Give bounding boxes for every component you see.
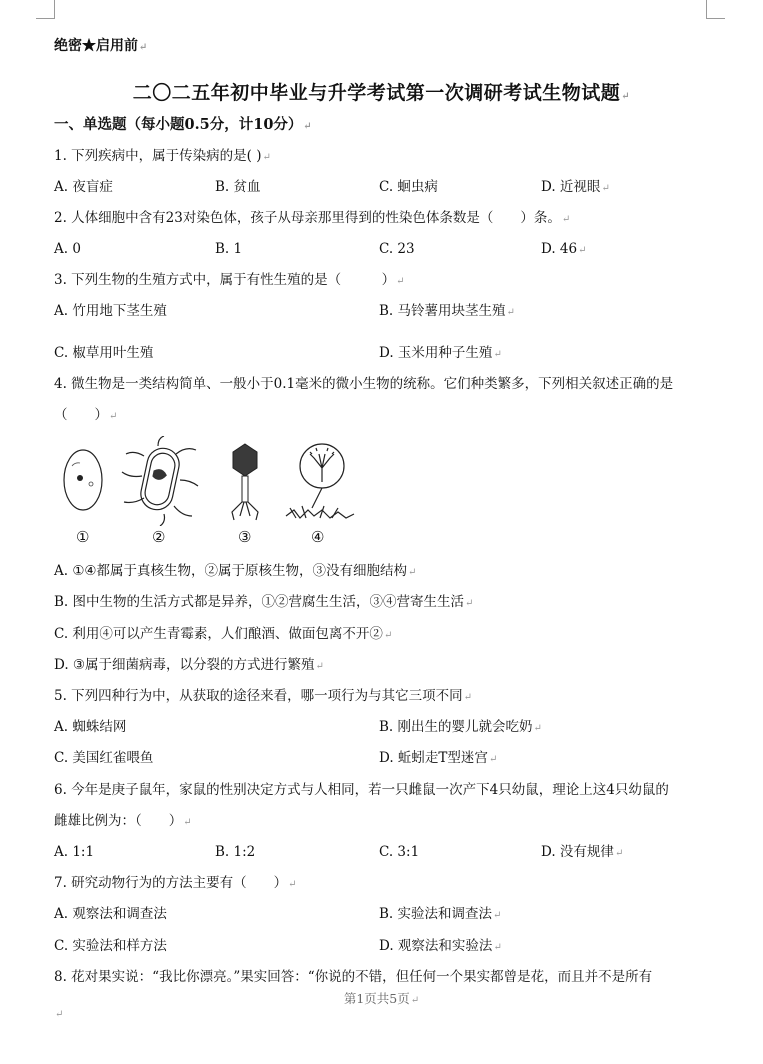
question-6-option-c[interactable]: C. 3:1	[379, 844, 420, 860]
paragraph-mark: ↵	[55, 1009, 64, 1020]
figure-label-2: ②	[152, 528, 166, 546]
question-6-option-b[interactable]: B. 1:2	[215, 844, 256, 860]
question-4-stem: 4. 微生物是一类结构简单、一般小于0.1毫米的微小生物的统称。它们种类繁多，下列相关叙述正确的是	[54, 376, 674, 392]
figure-label-1: ①	[76, 528, 90, 546]
question-5-option-a[interactable]: A. 蜘蛛结网	[54, 719, 127, 735]
question-6-stem-continued: 雌雄比例为：（ ）↵	[54, 813, 192, 829]
question-5-option-b[interactable]: B. 刚出生的婴儿就会吃奶↵	[379, 719, 542, 735]
question-5-option-d[interactable]: D. 蚯蚓走T型迷宫↵	[379, 750, 498, 766]
question-3-option-d[interactable]: D. 玉米用种子生殖↵	[379, 345, 502, 361]
question-6-stem: 6. 今年是庚子鼠年，家鼠的性别决定方式与人相同，若一只雌鼠一次产下4只幼鼠，理论上这4只幼鼠的	[54, 782, 669, 798]
question-4-option-b[interactable]: B. 图中生物的生活方式都是异养，①②营腐生生活，③④营寄生生活↵	[54, 594, 474, 610]
question-1-option-c[interactable]: C. 蛔虫病	[379, 179, 438, 195]
page-corner-mark-left	[36, 0, 55, 19]
bacterium-figure	[120, 436, 200, 526]
question-1-option-b[interactable]: B. 贫血	[215, 179, 261, 195]
confidential-header: 绝密★启用前↵	[54, 38, 148, 54]
question-2-stem: 2. 人体细胞中含有23对染色体，孩子从母亲那里得到的性染色体条数是（ ）条。↵	[54, 210, 571, 226]
question-3-option-a[interactable]: A. 竹用地下茎生殖	[54, 303, 167, 319]
page-corner-mark-right	[706, 0, 725, 19]
question-1-option-a[interactable]: A. 夜盲症	[54, 179, 113, 195]
penicillium-figure	[282, 436, 362, 526]
question-1-option-d[interactable]: D. 近视眼↵	[541, 179, 610, 195]
question-7-stem: 7. 研究动物行为的方法主要有（ ）↵	[54, 875, 297, 891]
question-8-stem: 8. 花对果实说：“我比你漂亮。”果实回答：“你说的不错，但任何一个果实都曾是花，而且并不是所有	[54, 969, 653, 985]
figure-label-3: ③	[238, 528, 252, 546]
bacteriophage-figure	[225, 436, 265, 526]
question-7-option-a[interactable]: A. 观察法和调查法	[54, 906, 167, 922]
question-3-stem: 3. 下列生物的生殖方式中，属于有性生殖的是（ ）↵	[54, 272, 405, 288]
question-4-option-c[interactable]: C. 利用④可以产生青霉素，人们酿酒、做面包离不开②↵	[54, 626, 393, 642]
question-4-option-d[interactable]: D. ③属于细菌病毒，以分裂的方式进行繁殖↵	[54, 657, 324, 673]
question-5-stem: 5. 下列四种行为中，从获取的途径来看，哪一项行为与其它三项不同↵	[54, 688, 473, 704]
question-1-stem: 1. 下列疾病中，属于传染病的是( )↵	[54, 148, 271, 164]
question-4-option-a[interactable]: A. ①④都属于真核生物，②属于原核生物，③没有细胞结构↵	[54, 563, 417, 579]
question-5-option-c[interactable]: C. 美国红雀喂鱼	[54, 750, 154, 766]
question-2-option-a[interactable]: A. 0	[54, 241, 81, 257]
question-7-option-b[interactable]: B. 实验法和调查法↵	[379, 906, 502, 922]
page-title: 二〇二五年初中毕业与升学考试第一次调研考试生物试题↵	[132, 82, 631, 104]
question-7-option-c[interactable]: C. 实验法和样方法	[54, 938, 167, 954]
question-3-option-c[interactable]: C. 椒草用叶生殖	[54, 345, 154, 361]
question-2-option-b[interactable]: B. 1	[215, 241, 243, 257]
question-2-option-c[interactable]: C. 23	[379, 241, 415, 257]
question-7-option-d[interactable]: D. 观察法和实验法↵	[379, 938, 502, 954]
section-heading: 一、单选题（每小题0.5分，计10分）↵	[54, 116, 312, 133]
question-6-option-d[interactable]: D. 没有规律↵	[541, 844, 624, 860]
question-4-stem-continued: （ ）↵	[54, 407, 118, 423]
yeast-cell-figure	[58, 436, 108, 516]
figure-label-4: ④	[311, 528, 325, 546]
question-3-option-b[interactable]: B. 马铃薯用块茎生殖↵	[379, 303, 515, 319]
question-2-option-d[interactable]: D. 46↵	[541, 241, 587, 257]
page-footer: 第1页共5页↵	[343, 991, 420, 1006]
question-6-option-a[interactable]: A. 1:1	[54, 844, 95, 860]
